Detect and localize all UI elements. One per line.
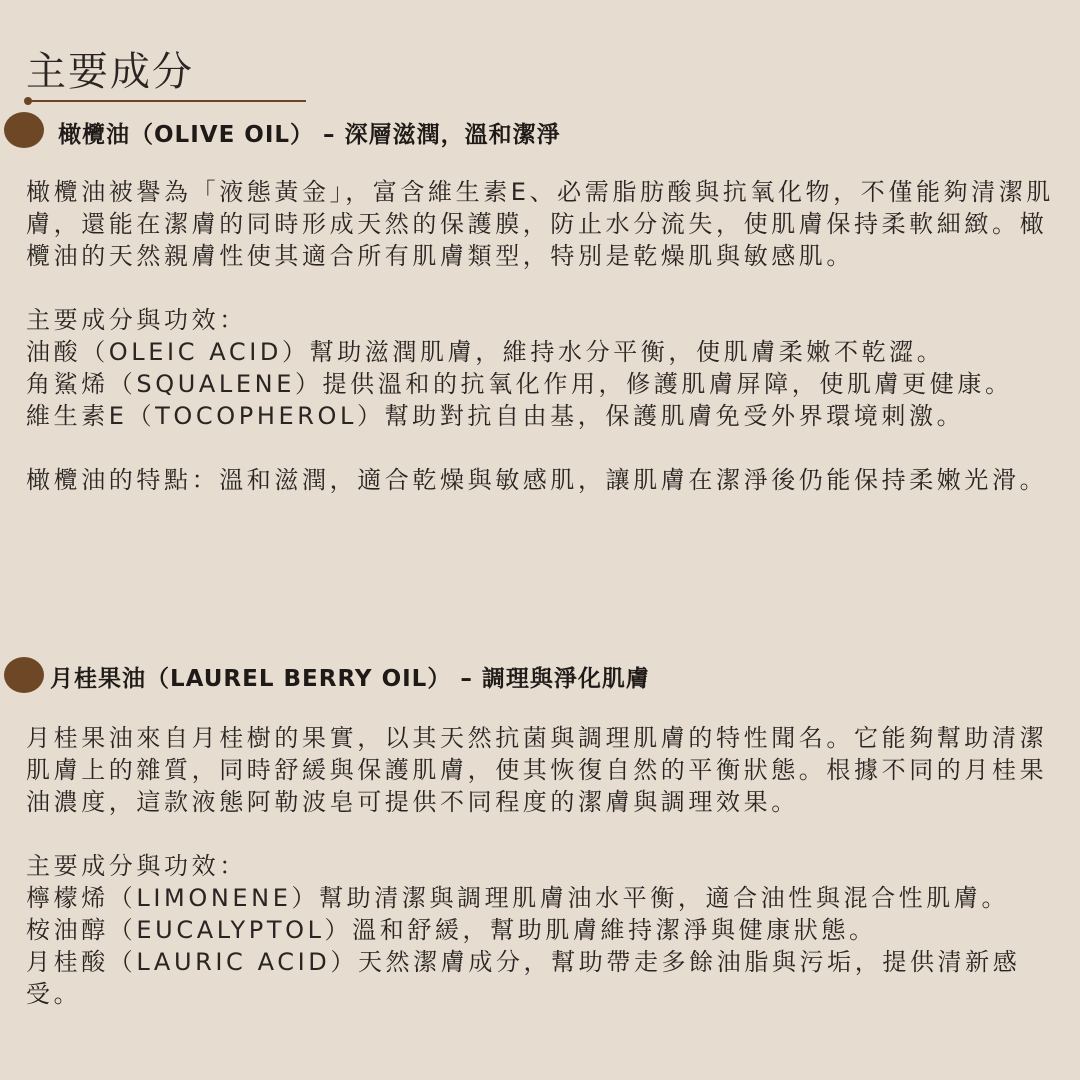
list-item: 油酸（OLEIC ACID）幫助滋潤肌膚，維持水分平衡，使肌膚柔嫩不乾澀。	[26, 338, 945, 366]
spacer	[26, 272, 1056, 304]
section-heading-laurel-berry-oil: 月桂果油（LAUREL BERRY OIL） – 調理與淨化肌膚	[50, 666, 650, 692]
list-item: 月桂酸（LAURIC ACID）天然潔膚成分，幫助帶走多餘油脂與污垢，提供清新感受。	[26, 948, 1021, 1008]
section-bullet-olive-oil	[4, 112, 44, 148]
list-title: 主要成分與功效：	[26, 852, 247, 880]
spacer	[26, 818, 1056, 850]
list-item: 桉油醇（EUCALYPTOL）溫和舒緩，幫助肌膚維持潔淨與健康狀態。	[26, 916, 877, 944]
title-underline-dot	[24, 97, 32, 105]
title-underline	[28, 100, 306, 102]
section-bullet-laurel-berry-oil	[4, 657, 44, 693]
section-body-laurel-berry-oil	[26, 722, 1056, 1010]
list-item: 角鯊烯（SQUALENE）提供溫和的抗氧化作用，修護肌膚屏障，使肌膚更健康。	[26, 370, 1013, 398]
list-title: 主要成分與功效：	[26, 306, 247, 334]
list-item: 維生素E（TOCOPHEROL）幫助對抗自由基，保護肌膚免受外界環境刺激。	[26, 402, 965, 430]
page-title: 主要成分	[26, 49, 194, 95]
section-intro: 橄欖油被譽為「液態黃金」，富含維生素E、必需脂肪酸與抗氧化物，不僅能夠清潔肌膚，還能在潔膚的同時形成天然的保護膜，防止水分流失，使肌膚保持柔軟細緻。橄欖油的天然親膚性使其適合所有肌膚類型，特別是乾燥肌與敏感肌。	[26, 178, 1054, 270]
section-intro: 月桂果油來自月桂樹的果實，以其天然抗菌與調理肌膚的特性聞名。它能夠幫助清潔肌膚上的雜質，同時舒緩與保護肌膚，使其恢復自然的平衡狀態。根據不同的月桂果油濃度，這款液態阿勒波皂可提供不同程度的潔膚與調理效果。	[26, 724, 1048, 816]
section-note: 橄欖油的特點：溫和滋潤，適合乾燥與敏感肌，讓肌膚在潔淨後仍能保持柔嫩光滑。	[26, 466, 1048, 494]
list-item: 檸檬烯（LIMONENE）幫助清潔與調理肌膚油水平衡，適合油性與混合性肌膚。	[26, 884, 1010, 912]
section-heading-olive-oil: 橄欖油（OLIVE OIL） – 深層滋潤，溫和潔淨	[58, 122, 561, 148]
spacer	[26, 432, 1056, 464]
section-body-olive-oil	[26, 176, 1056, 496]
